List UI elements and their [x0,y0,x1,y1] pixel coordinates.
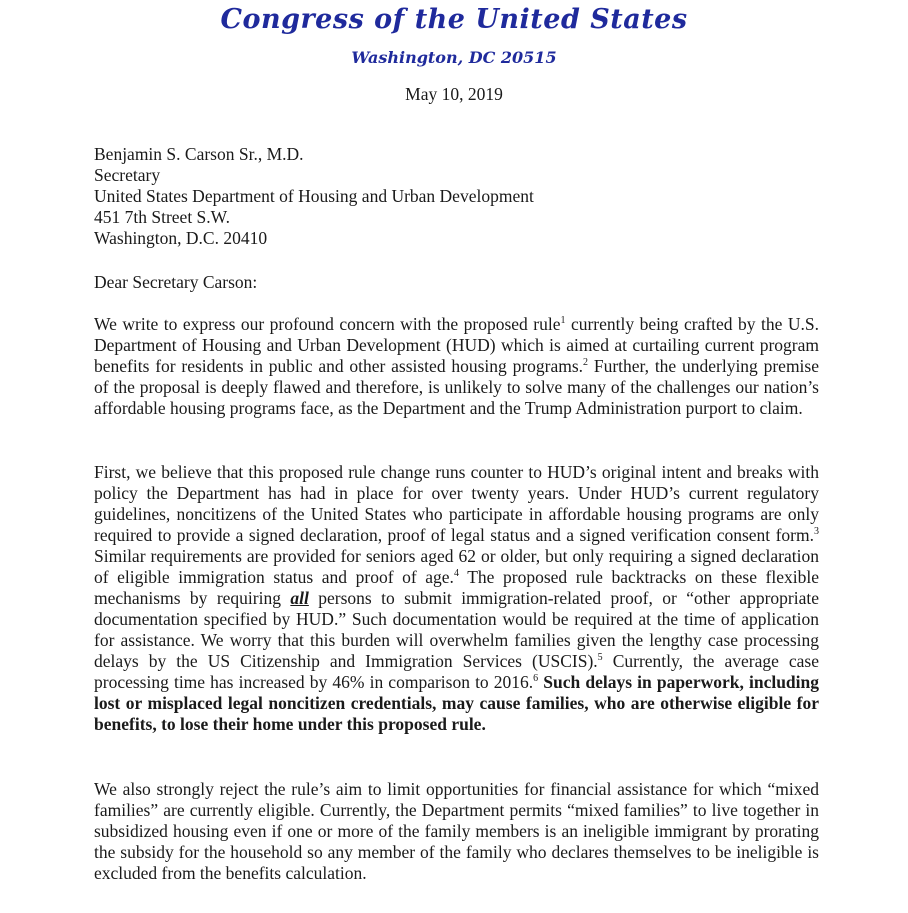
footnote-5: 5 [597,652,603,664]
letterhead-title: Congress of the United States [220,4,688,35]
p1-text-a: We write to express our profound concern with the proposed rule [94,314,561,334]
paragraph-1 [94,314,819,419]
paragraph-3: We also strongly reject the rule’s aim to limit opportunities for financial assistance for which “mixed families” are currently eligible. Currently, the Department permits “mixed families” to live together in subsidized housing even if one or more of the family members is an ineligible immigrant by prorating the subsidy for the household so any member of the family who declares themselves to be ineligible is excluded from the benefits calculation. [94,779,819,883]
recipient-title: Secretary [94,165,161,185]
footnote-1: 1 [560,315,566,327]
recipient-street: 451 7th Street S.W. [94,207,230,227]
recipient-org: United States Department of Housing and Urban Development [94,186,534,206]
salutation: Dear Secretary Carson: [94,272,258,292]
p2-bold-statement: Such delays in paperwork, including lost or misplaced legal noncitizen credentials, may cause families, who are otherwise eligible for benefits, to lose their home under this proposed rule. [94,672,820,734]
letterhead-city: Washington, DC 20515 [351,48,557,67]
p2-text-d: persons to submit immigration-related proof, or “other appropriate documentation specified by HUD.” Such documentation would be required at the time of application for assistance. We worry that this burden will overwhelm families given the lengthy case processing delays by the US Citizenship and Immigration Services (USCIS). [94,588,820,671]
p1-text-c: Further, the underlying premise of the proposal is deeply flawed and therefore, is unlikely to solve many of the challenges our nation’s affordable housing programs face, as the Department and the Trump Administration purport to claim. [94,356,819,418]
p2-emphasis-all: all [290,588,309,608]
recipient-city: Washington, D.C. 20410 [94,228,268,248]
p2-text-c: The proposed rule backtracks on these flexible mechanisms by requiring [94,567,819,608]
footnote-2: 2 [583,357,589,369]
footnote-3: 3 [814,526,819,538]
p2-text-e: Currently, the average case processing time has increased by 46% in comparison to 2016. [94,651,820,692]
p2-text-b: Similar requirements are provided for seniors aged 62 or older, but only requiring a signed declaration of eligible immigration status and proof of age. [94,546,819,587]
letter-date: May 10, 2019 [405,84,503,104]
footnote-4: 4 [453,568,459,580]
recipient-address [94,144,819,249]
paragraph-2 [94,462,819,735]
p1-text-b: currently being crafted by the U.S. Department of Housing and Urban Development (HUD) which is aimed at curtailing current program benefits for residents in public and other assisted housing programs. [94,314,819,376]
p2-text-a: First, we believe that this proposed rule change runs counter to HUD’s original intent and breaks with policy the Department has had in place for over twenty years. Under HUD’s current regulatory guidelines, noncitizens of the United States who participate in affordable housing programs are only required to provide a signed declaration, proof of legal status and a signed verification consent form. [94,462,819,545]
footnote-6: 6 [533,673,539,685]
recipient-name: Benjamin S. Carson Sr., M.D. [94,144,304,164]
